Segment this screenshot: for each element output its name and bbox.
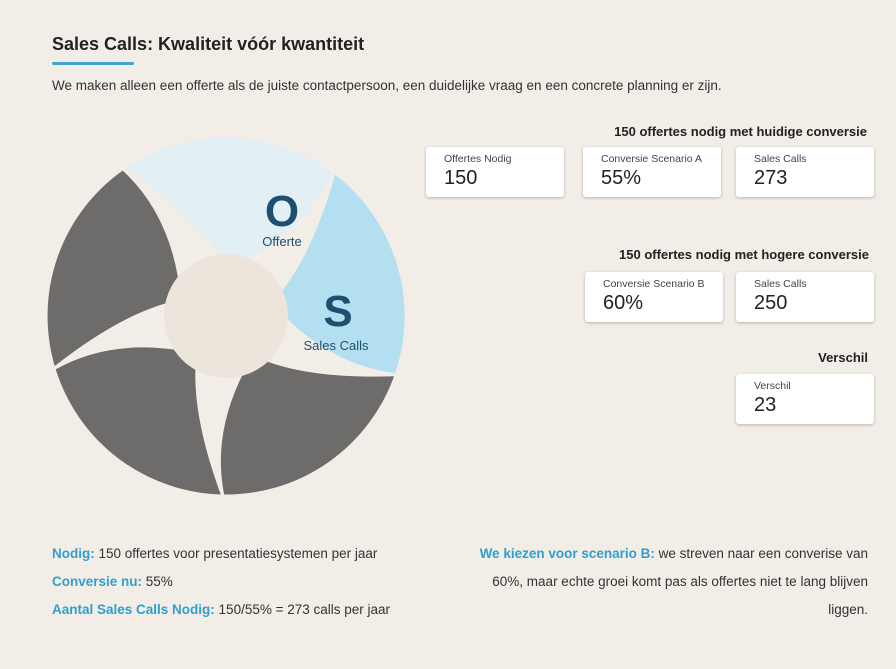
summary-conversie: [52, 568, 390, 596]
title-underline: [52, 62, 134, 65]
page-subtitle: We maken alleen een offerte als de juiste contactpersoon, een duidelijke vraag en een concrete planning er zijn.: [52, 78, 722, 93]
card-value: 250: [754, 292, 788, 314]
card-label: Conversie Scenario B: [603, 278, 705, 290]
summary-nodig-key: Nodig:: [52, 546, 95, 561]
card-value: 60%: [603, 292, 644, 314]
card-label: Sales Calls: [754, 278, 807, 290]
page-title: Sales Calls: Kwaliteit vóór kwantiteit: [52, 34, 365, 54]
diagram-segment-3: [219, 354, 396, 496]
diagram-center: [164, 254, 288, 378]
card-label: Offertes Nodig: [444, 153, 512, 165]
segment-offerte-letter: O: [264, 187, 300, 236]
card-value: 150: [444, 167, 478, 189]
card-value: 23: [754, 394, 777, 416]
summary-right-key: We kiezen voor scenario B:: [479, 546, 655, 561]
summary-conversie-key: Conversie nu:: [52, 574, 143, 589]
card-sales-calls-b: [736, 272, 874, 322]
summary-calls-key: Aantal Sales Calls Nodig:: [52, 602, 215, 617]
summary-calls-text: 150/55% = 273 calls per jaar: [214, 602, 391, 617]
summary-nodig: [52, 540, 390, 568]
summary-right: [468, 540, 868, 624]
summary-calls: [52, 596, 390, 624]
cycle-diagram: [40, 130, 412, 502]
card-conversie-a: [583, 147, 721, 197]
summary-conversie-text: 55%: [142, 574, 173, 589]
card-label: Sales Calls: [754, 153, 807, 165]
segment-sales-calls-letter: S: [323, 287, 353, 336]
card-value: 55%: [601, 167, 642, 189]
scenario-b-heading: 150 offertes nodig met hogere conversie: [619, 247, 869, 262]
card-value: 273: [754, 167, 788, 189]
card-offertes-nodig: [426, 147, 564, 197]
summary-right-text: we streven naar een converise van 60%, maar echte groei komt pas als offertes niet te lang blijven liggen.: [492, 546, 868, 617]
difference-heading: Verschil: [818, 350, 868, 365]
card-conversie-b: [585, 272, 723, 322]
card-label: Verschil: [754, 380, 791, 392]
card-sales-calls-a: [736, 147, 874, 197]
segment-offerte-label: Offerte: [262, 234, 302, 249]
summary-left: [52, 540, 390, 624]
segment-sales-calls-label: Sales Calls: [303, 338, 369, 353]
summary-nodig-text: 150 offertes voor presentatiesystemen per jaar: [94, 546, 378, 561]
scenario-a-heading: 150 offertes nodig met huidige conversie: [614, 124, 867, 139]
card-verschil: [736, 374, 874, 424]
card-label: Conversie Scenario A: [601, 153, 702, 165]
